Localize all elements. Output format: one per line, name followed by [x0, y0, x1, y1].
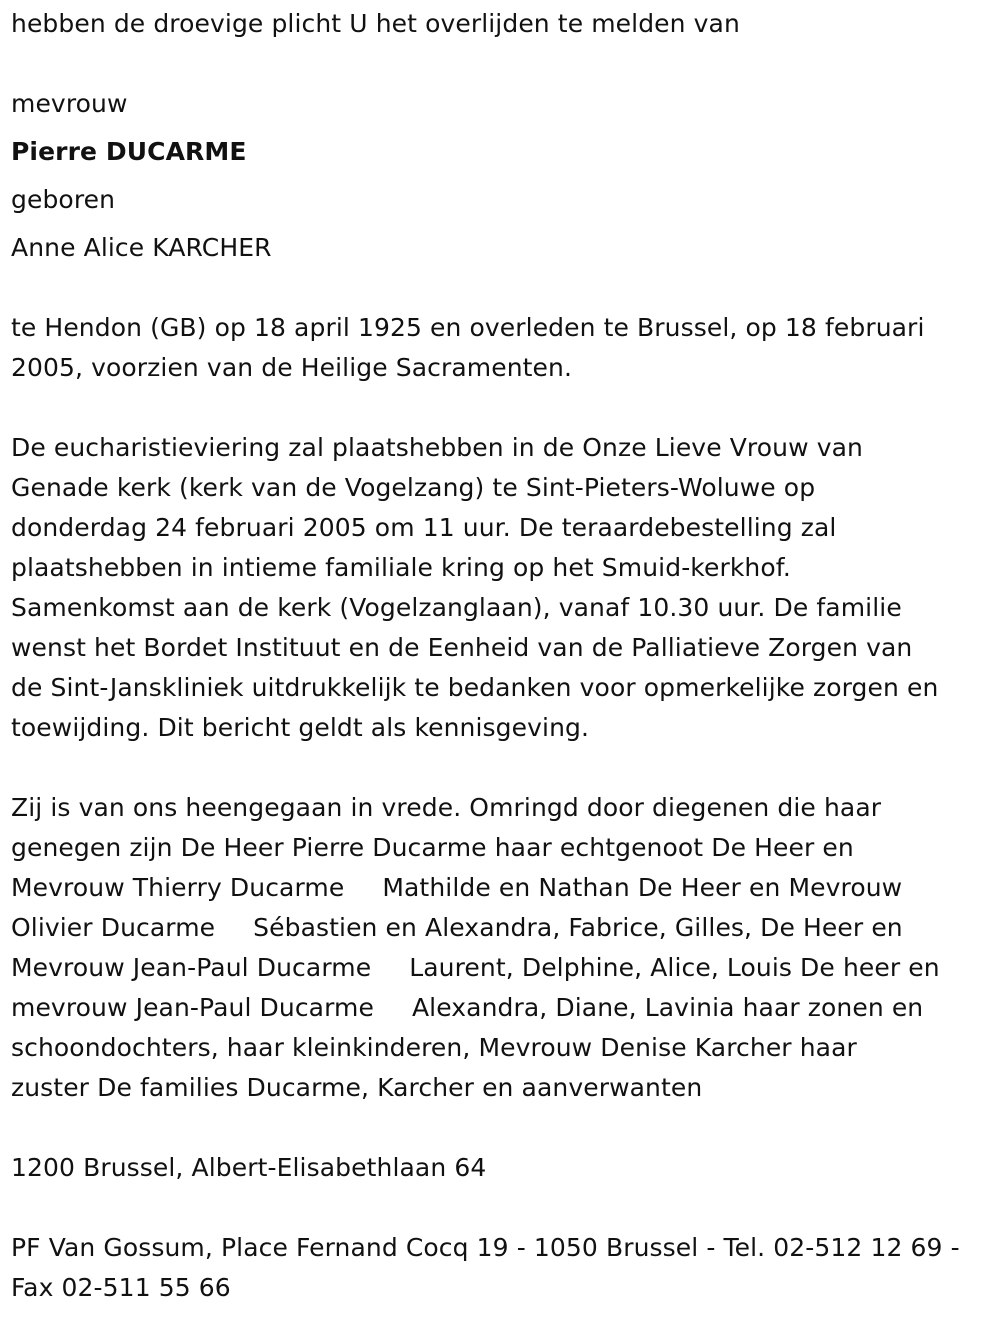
service-line: wenst het Bordet Instituut en de Eenheid van de Palliatieve Zorgen van — [11, 633, 913, 662]
deceased-name: Pierre DUCARME — [11, 137, 247, 166]
family-line — [11, 988, 993, 1028]
service-line: toewijding. Dit bericht geldt als kennisgeving. — [11, 713, 590, 742]
family-member: Alexandra, Diane, Lavinia haar zonen en — [411, 993, 924, 1022]
intro-text: hebben de droevige plicht U het overlijden te melden van — [11, 9, 740, 38]
family-line: genegen zijn De Heer Pierre Ducarme haar echtgenoot De Heer en — [11, 833, 854, 862]
family-member: Mevrouw Jean-Paul Ducarme — [11, 953, 372, 982]
birth-name: Anne Alice KARCHER — [11, 233, 272, 262]
funeral-home-line: PF Van Gossum, Place Fernand Cocq 19 - 1050 Brussel - Tel. 02-512 12 69 - — [11, 1233, 960, 1262]
service-line: Genade kerk (kerk van de Vogelzang) te Sint-Pieters-Woluwe op — [11, 473, 816, 502]
family-member: Mathilde en Nathan De Heer en Mevrouw — [382, 873, 903, 902]
family-line — [11, 948, 993, 988]
family-member: mevrouw Jean-Paul Ducarme — [11, 993, 374, 1022]
family-member: Sébastien en Alexandra, Fabrice, Gilles, De Heer en — [253, 913, 903, 942]
address: 1200 Brussel, Albert-Elisabethlaan 64 — [11, 1153, 487, 1182]
funeral-home-line: Fax 02-511 55 66 — [11, 1273, 231, 1302]
family-line — [11, 868, 993, 908]
family-line: zuster De families Ducarme, Karcher en aanverwanten — [11, 1073, 703, 1102]
birth-death-line: 2005, voorzien van de Heilige Sacramenten. — [11, 353, 573, 382]
service-paragraph — [11, 428, 993, 748]
service-line: de Sint-Janskliniek uitdrukkelijk te bedanken voor opmerkelijke zorgen en — [11, 673, 939, 702]
family-member: Olivier Ducarme — [11, 913, 216, 942]
birth-death-line: te Hendon (GB) op 18 april 1925 en overleden te Brussel, op 18 februari — [11, 313, 925, 342]
funeral-home-info — [11, 1228, 993, 1308]
service-line: donderdag 24 februari 2005 om 11 uur. De teraardebestelling zal — [11, 513, 837, 542]
title-prefix: mevrouw — [11, 89, 128, 118]
birth-death-paragraph — [11, 308, 993, 388]
born-label: geboren — [11, 185, 116, 214]
family-paragraph — [11, 788, 993, 1108]
obituary-notice — [11, 4, 993, 1308]
family-line: Zij is van ons heengegaan in vrede. Omringd door diegenen die haar — [11, 793, 882, 822]
service-line: Samenkomst aan de kerk (Vogelzanglaan), vanaf 10.30 uur. De familie — [11, 593, 902, 622]
family-line: schoondochters, haar kleinkinderen, Mevrouw Denise Karcher haar — [11, 1033, 857, 1062]
family-line — [11, 908, 993, 948]
service-line: plaatshebben in intieme familiale kring op het Smuid-kerkhof. — [11, 553, 791, 582]
family-member: Mevrouw Thierry Ducarme — [11, 873, 345, 902]
family-member: Laurent, Delphine, Alice, Louis De heer en — [409, 953, 940, 982]
service-line: De eucharistieviering zal plaatshebben in de Onze Lieve Vrouw van — [11, 433, 863, 462]
